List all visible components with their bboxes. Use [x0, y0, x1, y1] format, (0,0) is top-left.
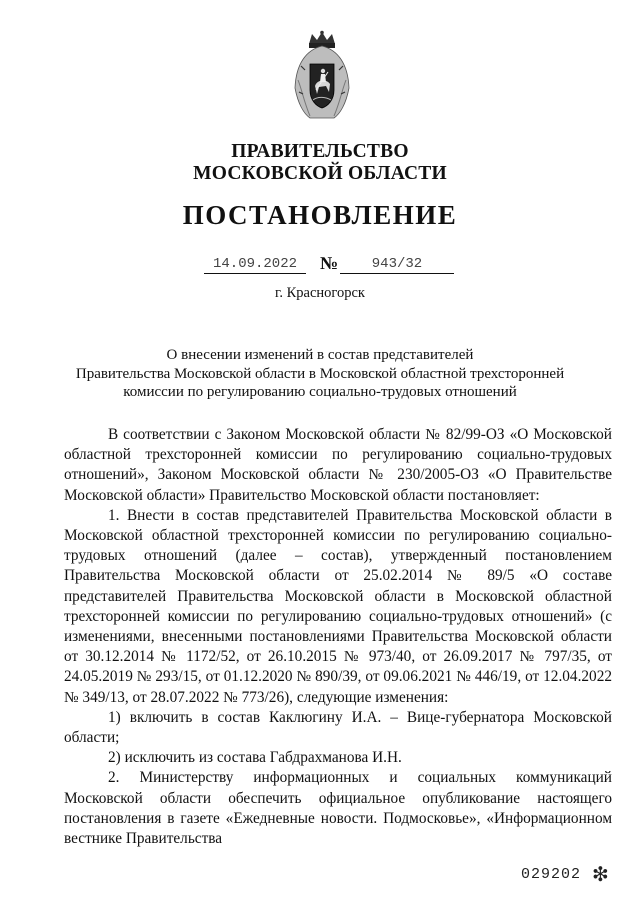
clause-1-paragraph: 1. Внести в состав представителей Правительства Московской области в Московской областной трехсторонней комиссии по регулированию социально-трудовых отношений (далее – состав), утвержденный постановлением Правительства Московской области от 25.02.2014 № 89/5 «О составе представителей Правительства Московской области в Московской областной трехсторонней комиссии по регулированию социально-трудовых отношений» (с изменениями, внесенными постановлениями Правительства Московской области от 30.12.2014 № 1172/52, от 26.10.2015 № 973/40, от 26.09.2017 № 797/35, от 24.05.2019 № 293/15, от 01.12.2020 № 890/39, от 09.06.2021 № 446/19, от 12.04.2022 № 349/13, от 28.07.2022 № 773/26), следующие изменения:: [64, 506, 612, 706]
clause-1-item-2: 2) исключить из состава Габдрахманова И.Н.: [108, 749, 402, 767]
organization-name-line2: МОСКОВСКОЙ ОБЛАСТИ: [193, 163, 447, 184]
subject-line: комиссии по регулированию социально-трудовых отношений: [123, 384, 517, 400]
preamble-paragraph: В соответствии с Законом Московской области № 82/99-ОЗ «О Московской областной трехсторонней комиссии по регулированию социально-трудовых отношений», Законом Московской области № 230/2005-ОЗ «О Правительстве Московской области» Правительство Московской области постановляет:: [64, 426, 612, 504]
document-date: 14.09.2022: [204, 256, 306, 274]
number-sign: №: [320, 253, 339, 273]
subject-line: Правительства Московской области в Московской областной трехсторонней: [75, 365, 565, 382]
document-subject: [75, 346, 565, 402]
organization-name-line1: ПРАВИТЕЛЬСТВО: [231, 141, 409, 162]
date-number-line: [0, 253, 640, 278]
document-number: 943/32: [340, 256, 454, 274]
footer-mark-icon: ❇: [592, 864, 609, 886]
city-name: г. Красногорск: [275, 285, 365, 301]
moscow-oblast-coat-of-arms-icon: [292, 30, 352, 122]
document-body: [64, 425, 612, 849]
clause-2-paragraph: 2. Министерству информационных и социальных коммуникаций Московской области обеспечить официальное опубликование настоящего постановления в газете «Ежедневные новости. Подмосковье», «Информационном вестнике Правительства: [64, 769, 612, 848]
subject-line: О внесении изменений в состав представителей: [166, 347, 474, 363]
clause-1-item-1: 1) включить в состав Каклюгину И.А. – Вице-губернатора Московской области;: [64, 708, 612, 747]
document-type-title: ПОСТАНОВЛЕНИЕ: [182, 200, 458, 230]
document-serial-code: 029202: [521, 866, 582, 883]
